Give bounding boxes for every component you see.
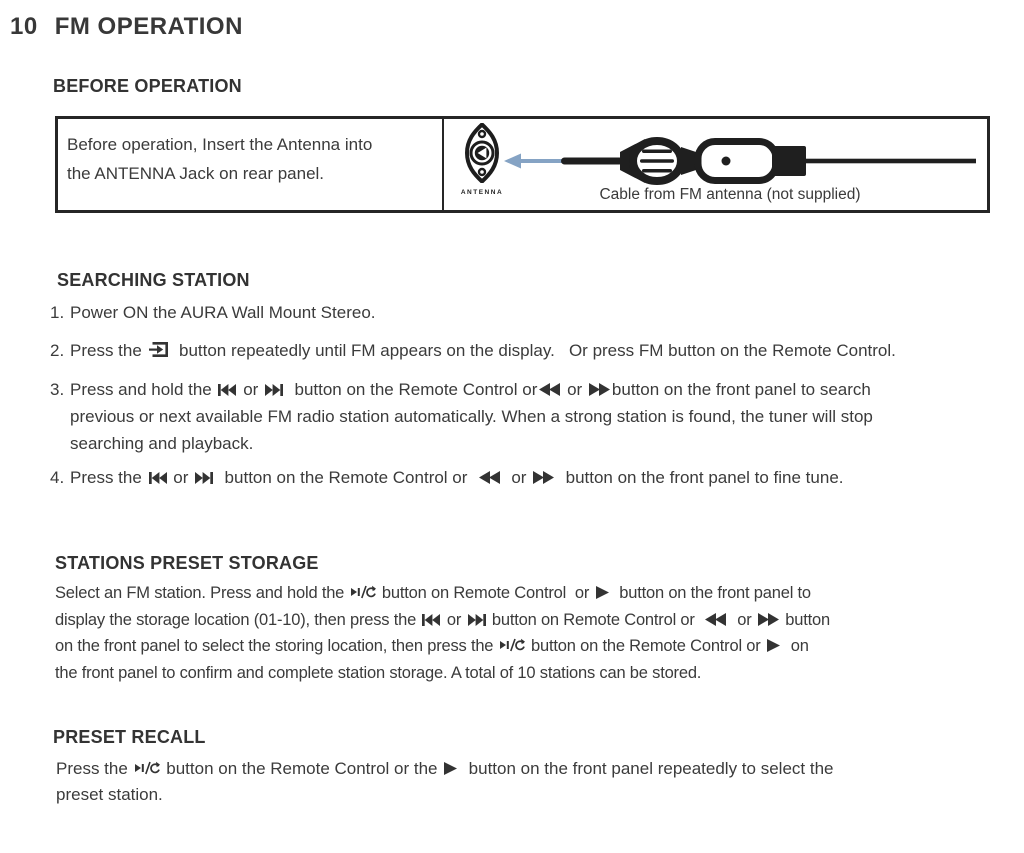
fast-forward-icon <box>589 383 610 396</box>
item-number: 2. <box>50 341 65 360</box>
list-item-1 <box>50 299 1020 326</box>
play-icon <box>767 639 780 652</box>
rewind-icon <box>705 613 726 626</box>
next-track-icon <box>265 384 283 396</box>
antenna-note-line1: Before operation, Insert the Antenna into <box>67 135 373 154</box>
stations-preset-storage-paragraph: Select an FM station. Press and hold the button on Remote Control or button on the front panel to display the storage location (01-10), then press the or button on Remote Control or or button on the front panel to select the storing location, then press the button on the Remote Control or on the front panel to confirm and complete station storage. A total of 10 stations can be stored. <box>55 584 830 682</box>
item-text: Press the or button on the Remote Control or or button on the front panel to fine tune. <box>70 468 844 487</box>
antenna-jack-label: ANTENNA <box>460 189 504 196</box>
item-text: Press and hold the or button on the Remote Control or or button on the front panel to search previous or next available FM radio station automatically. When a strong station is found, the tuner will stop searching and playback. <box>70 380 873 453</box>
antenna-info-box <box>55 116 990 213</box>
item-number: 3. <box>50 380 65 399</box>
item-number: 1. <box>50 303 65 322</box>
play-pause-memory-icon <box>135 761 160 775</box>
fm-cable-graphic <box>504 136 976 186</box>
heading-preset-recall: PRESET RECALL <box>53 727 206 747</box>
previous-track-icon <box>422 614 440 626</box>
play-icon <box>596 586 609 599</box>
item-number: 4. <box>50 468 65 487</box>
previous-track-icon <box>149 472 167 484</box>
fast-forward-icon <box>758 613 779 626</box>
next-track-icon <box>468 614 486 626</box>
heading-stations-preset-storage: STATIONS PRESET STORAGE <box>55 553 319 573</box>
antenna-note-line2: the ANTENNA Jack on rear panel. <box>67 164 325 183</box>
cable-caption: Cable from FM antenna (not supplied) <box>599 186 861 203</box>
list-item-4 <box>50 464 1020 491</box>
next-track-icon <box>195 472 213 484</box>
item-text: Power ON the AURA Wall Mount Stereo. <box>70 303 376 322</box>
page-title-text: FM OPERATION <box>54 13 243 40</box>
list-item-3 <box>50 376 1020 457</box>
rewind-icon <box>479 471 500 484</box>
item-text: Press the button repeatedly until FM appears on the display. Or press FM button on the Remote Control. <box>70 341 896 360</box>
preset-recall-paragraph: Press the button on the Remote Control or the button on the front panel repeatedly to select the preset station. <box>56 759 834 804</box>
antenna-jack-icon <box>463 170 501 187</box>
source-icon <box>149 342 168 357</box>
heading-searching-station: SEARCHING STATION <box>57 270 250 290</box>
page-title <box>10 13 243 41</box>
fast-forward-icon <box>533 471 554 484</box>
play-icon <box>444 762 457 775</box>
heading-before-operation: BEFORE OPERATION <box>53 76 242 96</box>
page-number: 10 <box>10 13 38 40</box>
antenna-diagram <box>444 119 987 210</box>
previous-track-icon <box>218 384 236 396</box>
antenna-note <box>58 119 444 210</box>
antenna-jack <box>459 123 505 196</box>
rewind-icon <box>539 383 560 396</box>
list-item-2 <box>50 337 1020 364</box>
play-pause-memory-icon <box>500 638 525 652</box>
left-arrow-icon <box>504 154 564 169</box>
play-pause-memory-icon <box>351 585 376 599</box>
